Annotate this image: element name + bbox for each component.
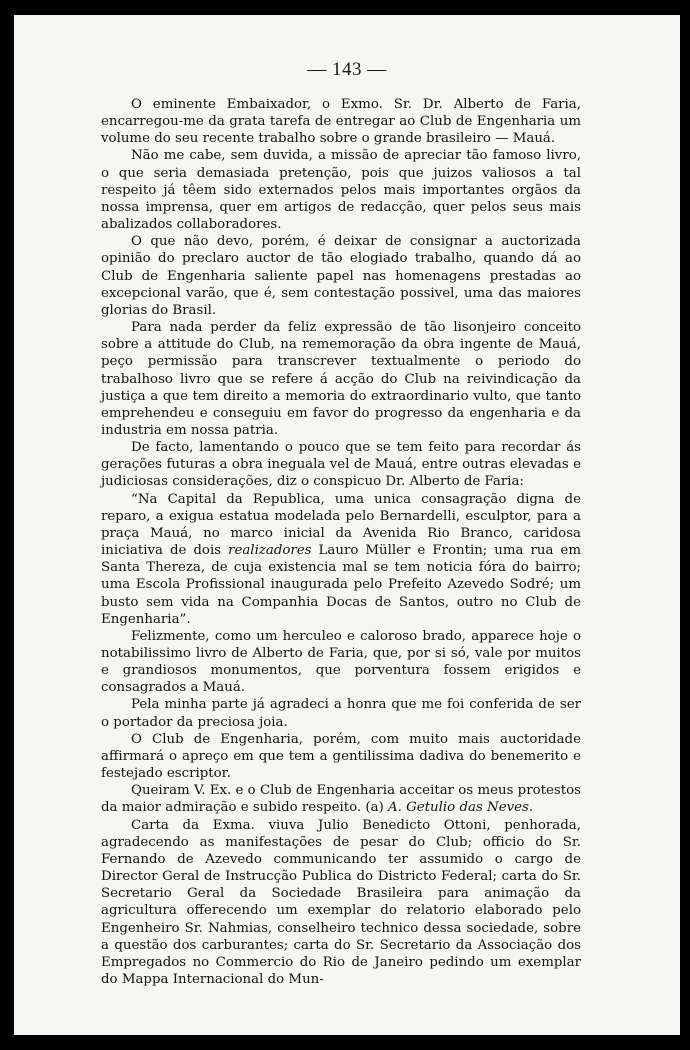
paragraph-club-engenharia: O Club de Engenharia, porém, com muito mais auctoridade affirmará o apreço em que tem a gentilissima dadiva do benemerito e festejado escriptor.: [101, 731, 581, 782]
paragraph-opiniao: O que não devo, porém, é deixar de consignar a auctorizada opinião do preclaro auctor de tão elogiado trabalho, quando dá ao Club de Engenharia saliente papel nas homenagens prestadas ao excepcional varão, que é, sem contestação possivel, uma das maiores glorias do Brasil.: [101, 234, 581, 318]
paragraph-expressao: Para nada perder da feliz expressão de tão lisonjeiro conceito sobre a attitude do Club, na rememoração da obra ingente de Mauá, peço permissão para transcrever textualmente o periodo do trabalhoso livro que se refere á acção do Club na reivindicação da justiça a que tem direito a memoria do extraordinario vulto, que tanto emprehendeu e conseguiu em favor do progresso da engenharia e da industria em nossa patria.: [101, 320, 581, 438]
quote-italic-term: realizadores: [228, 543, 312, 559]
paragraph-de-facto: De facto, lamentando o pouco que se tem feito para recordar ás gerações futuras a obra ineguala vel de Mauá, entre outras elevadas e judiciosas considerações, diz o conspicuo Dr. Alberto de Faria:: [101, 440, 581, 490]
closing-text: Queiram V. Ex. e o Club de Engenharia acceitar os meus protestos da maior admiração e subido respeito. (a): [101, 783, 581, 816]
quote-text-start: “Na Capital da Republica, uma unica consagração digna de reparo, a exigua estatua modelada pelo Bernardelli, esculptor, para a praça Mauá, no marco inicial da Avenida Rio Branco, caridosa iniciativa de dois: [101, 491, 581, 559]
page-number: — 143 —: [307, 59, 387, 80]
paragraph-embaixador: O eminente Embaixador, o Exmo. Sr. Dr. Alberto de Faria, encarregou-me da grata tarefa de entregar ao Club de Engenharia um volume do seu recente trabalho sobre o grande brasileiro — Mauá.: [101, 97, 581, 147]
paragraph-closing: [101, 782, 581, 816]
paragraph-carta: Carta da Exma. viuva Julio Benedicto Ottoni, penhorada, agradecendo as manifestações de pesar do Club; officio do Sr. Fernando de Azevedo communicando ter assumido o cargo de Director Geral de Instrucção Publica do Districto Federal; carta do Sr. Secretario Geral da Sociedade Brasileira para animação da agricultura offerecendo um exemplar do relatorio elaborado pelo Engenheiro Sr. Nahmias, conselheiro technico dessa sociedade, sobre a questão dos carburantes; carta do Sr. Secretario da Associação dos Empregados no Commercio do Rio de Janeiro pedindo um exemplar do Mappa Internacional do Mun-: [101, 817, 581, 987]
paragraph-felizmente: Felizmente, como um herculeo e caloroso brado, apparece hoje o notabilissimo livro de Alberto de Faria, que, por si só, vale por muitos e grandiosos monumentos, que porventura fossem erigidos e consagrados a Mauá.: [101, 628, 581, 696]
signature: A. Getulio das Neves.: [388, 800, 534, 816]
quotation: [101, 491, 581, 628]
paragraph-agradeci: Pela minha parte já agradeci a honra que me foi conferida de ser o portador da preciosa joia.: [101, 697, 581, 730]
body-text: [101, 96, 581, 988]
paragraph-missao: Não me cabe, sem duvida, a missão de apreciar tão famoso livro, o que seria demasiada pretenção, pois que juizos valiosos a tal respeito já têem sido externados pelos mais importantes orgãos da nossa imprensa, quer em artigos de redacção, quer pelos seus mais abalizados collaboradores.: [101, 148, 581, 233]
document-page: [14, 15, 680, 1035]
quote-text-end: Lauro Müller e Frontin; uma rua em Santa Thereza, de cuja existencia mal se tem noticia fóra do bairro; uma Escola Profissional inaugurada pelo Prefeito Azevedo Sodré; um busto sem vida na Companhia Docas de Santos, outro no Club de Engenharia”.: [101, 543, 581, 627]
